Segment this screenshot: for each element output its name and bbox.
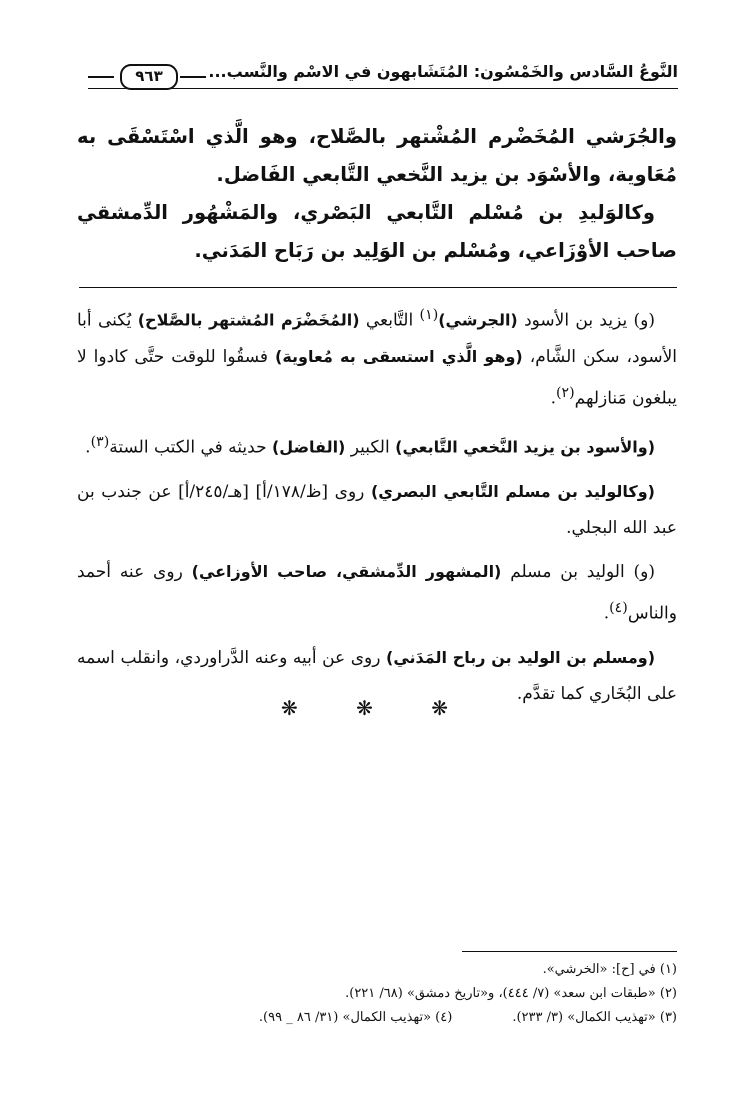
commentary-text-run: (و) يزيد بن الأسود [517,310,655,331]
commentary-text-run: (و) الوليد بن مسلم [501,561,656,582]
ornament-line-right [180,76,206,78]
matn-text [77,118,677,270]
running-title: النَّوعُ السَّادس والخَمْسُون: المُتَشَابهون في الاسْم والنَّسب... [208,62,678,81]
footnote-ref: (٤) [609,599,628,616]
footnote-ref: (٢) [556,384,575,401]
commentary-text-run: . [603,603,610,624]
footnote: (٤) «تهذيب الكمال» (٣١/ ٨٦ _ ٩٩). [258,1010,453,1025]
page-header [88,56,678,96]
commentary-paragraph [77,474,677,546]
commentary-text-run: . [85,437,91,458]
footnotes [77,958,677,1030]
lemma: (الفاضل) [271,437,346,457]
commentary-text-run: . [550,388,556,409]
commentary-text [77,297,677,720]
page-number-ornament [88,64,206,88]
commentary-text-run: الكبير [345,437,396,458]
footnote: (١) في [ح]: «الخرشي». [542,962,677,977]
footnote-row [77,1006,677,1030]
commentary-text-run: فسقُوا للوقت حتَّى كادوا لا يبلغون مَنازلهم [77,346,677,409]
lemma: (المشهور الدِّمشقي، صاحب الأوزاعي) [191,561,502,581]
section-divider [79,287,677,288]
lemma: (وكالوليد بن مسلم التَّابعي البصري) [370,481,655,501]
commentary-text-run: روى [ظ/١٧٨/أ] [هـ/٢٤٥/أ] عن جندب بن عبد الله البجلي. [77,481,677,538]
matn-paragraph: وكالوَليدِ بن مُسْلم التَّابعي البَصْري، والمَشْهُور الدِّمشقي صاحب الأوْزَاعي، ومُسْلم بن الوَلِيد بن رَبَاح المَدَني. [77,201,677,262]
lemma: (والأسود بن يزيد النَّخعي التَّابعي) [395,437,655,457]
commentary-paragraph [77,424,677,466]
section-end-stars: ❋ ❋ ❋ [281,696,474,720]
footnote-ref: (٣) [90,434,110,451]
commentary-paragraph [77,297,677,416]
commentary-text-run: حديثه في الكتب الستة [109,437,272,458]
commentary-text-run: يُكنى أبا الأسود، سكن الشَّام، [77,310,678,367]
lemma: (المُخَضْرَم المُشتهر بالصَّلاح) [137,310,360,330]
commentary-text-run: التَّابعي [359,310,420,331]
lemma: (الجرشي) [438,310,518,330]
commentary-text-run: روى عنه أحمد والناس [77,561,677,624]
footnote-rule [462,951,677,952]
page-number: ٩٦٣ [120,64,178,90]
lemma: (وهو الَّذي استسقى به مُعاوية) [275,346,523,366]
footnote-ref: (١) [419,307,439,323]
commentary-text-run: روى عن أبيه وعنه الدَّراوردي، وانقلب اسمه على البُخَاري كما تقدَّم. [77,647,677,704]
lemma: (ومسلم بن الوليد بن رباح المَدَني) [386,647,656,667]
header-rule [88,88,678,89]
footnote: (٢) «طبقات ابن سعد» (٧/ ٤٤٤)، و«تاريخ دمشق» (٦٨/ ٢٢١). [345,986,677,1001]
footnote: (٣) «تهذيب الكمال» (٣/ ٢٣٣). [512,1010,677,1025]
commentary-paragraph [77,554,677,632]
matn-paragraph: والجُرَشي المُخَضْرم المُشْتهر بالصَّلاح، وهو الَّذي اسْتَسْقَى به مُعَاوية، والأسْوَد بن يزيد النَّخعي التَّابعي الفَاضل. [77,125,677,186]
ornament-line-left [88,76,114,78]
